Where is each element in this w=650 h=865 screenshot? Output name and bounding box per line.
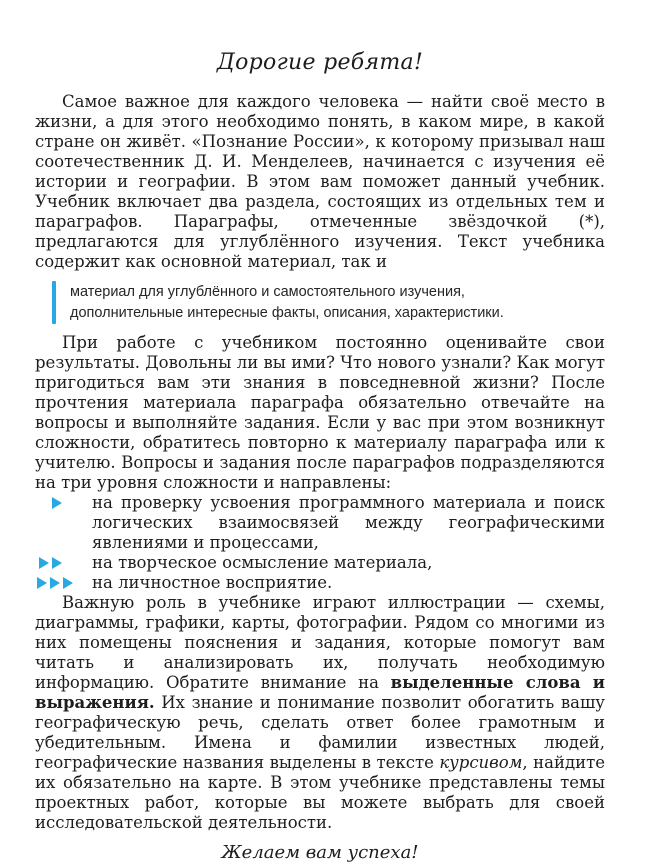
level-3-markers bbox=[35, 573, 92, 593]
triangle-bullet-icon bbox=[39, 557, 49, 569]
triangle-bullet-icon bbox=[37, 577, 47, 589]
paragraph-segment-normal: Их знание и понимание позволит обогатить вашу географическую речь, сделать ответ более грамотным и убедительным. Имена и фамилии известных людей, географические названия выделены в тексте bbox=[35, 693, 605, 772]
bullet-text: на творческое осмысление материала, bbox=[92, 553, 433, 572]
inset-line-1: материал для углублённого и самостоятельного изучения, bbox=[70, 284, 465, 300]
page-title: Дорогие ребята! bbox=[216, 50, 424, 75]
supplementary-material-note bbox=[52, 281, 605, 324]
paragraph-segment-italic: курсивом bbox=[439, 753, 523, 772]
level-2-markers bbox=[35, 553, 92, 573]
triangle-bullet-icon bbox=[52, 557, 62, 569]
triangle-bullet-icon bbox=[63, 577, 73, 589]
work-with-textbook-paragraph: При работе с учебником постоянно оценивайте свои результаты. Довольны ли вы ими? Что нового узнали? Как могут пригодиться вам эти знания в повседневной жизни? После прочтения материала параграфа обязательно отвечайте на вопросы и выполняйте задания. Если у вас при этом возникнут сложности, обратитесь повторно к материалу параграфа или к учителю. Вопросы и задания после параграфов подразделяются на три уровня сложности и направлены: bbox=[35, 333, 605, 492]
closing-wish: Желаем вам успеха! bbox=[221, 842, 419, 863]
bullet-text: на личностное восприятие. bbox=[92, 573, 333, 592]
difficulty-levels-list bbox=[35, 493, 605, 593]
difficulty-level-item bbox=[35, 573, 605, 593]
triangle-bullet-icon bbox=[52, 497, 62, 509]
illustrations-paragraph bbox=[35, 593, 605, 833]
level-1-markers bbox=[35, 493, 92, 513]
paragraph-segment-bold: выделенные слова и выражения. bbox=[35, 673, 605, 712]
paragraph-segment-normal: , найдите их обязательно на карте. В этом учебнике представлены темы проектных работ, которые вы можете выбрать для своей исследовательской деятельности. bbox=[35, 753, 605, 832]
difficulty-level-item bbox=[35, 493, 605, 553]
bullet-text: на проверку усвоения программного материала и поиск логических взаимосвязей между географическими явлениями и процессами, bbox=[92, 493, 605, 552]
difficulty-level-item bbox=[35, 553, 605, 573]
paragraph-segment-normal: Важную роль в учебнике играют иллюстрации — схемы, диаграммы, графики, карты, фотографии. Рядом со многими из них помещены пояснения и задания, которые помогут вам читать и анализировать их, получать необходимую информацию. Обратите внимание на bbox=[35, 593, 605, 692]
triangle-bullet-icon bbox=[50, 577, 60, 589]
accent-bar bbox=[52, 281, 56, 324]
supplementary-material-text bbox=[70, 281, 504, 324]
intro-paragraph: Самое важное для каждого человека — найти своё место в жизни, а для этого необходимо понять, в каком мире, в какой стране он живёт. «Познание России», к которому призывал наш соотечественник Д. И. Менделеев, начинается с изучения её истории и географии. В этом вам поможет данный учебник. Учебник включает два раздела, состоящих из отдельных тем и параграфов. Параграфы, отмеченные звёздочкой (*), предлагаются для углублённого изучения. Текст учебника содержит как основной материал, так и bbox=[35, 92, 605, 271]
inset-line-2: дополнительные интересные факты, описания, характеристики. bbox=[70, 305, 504, 321]
